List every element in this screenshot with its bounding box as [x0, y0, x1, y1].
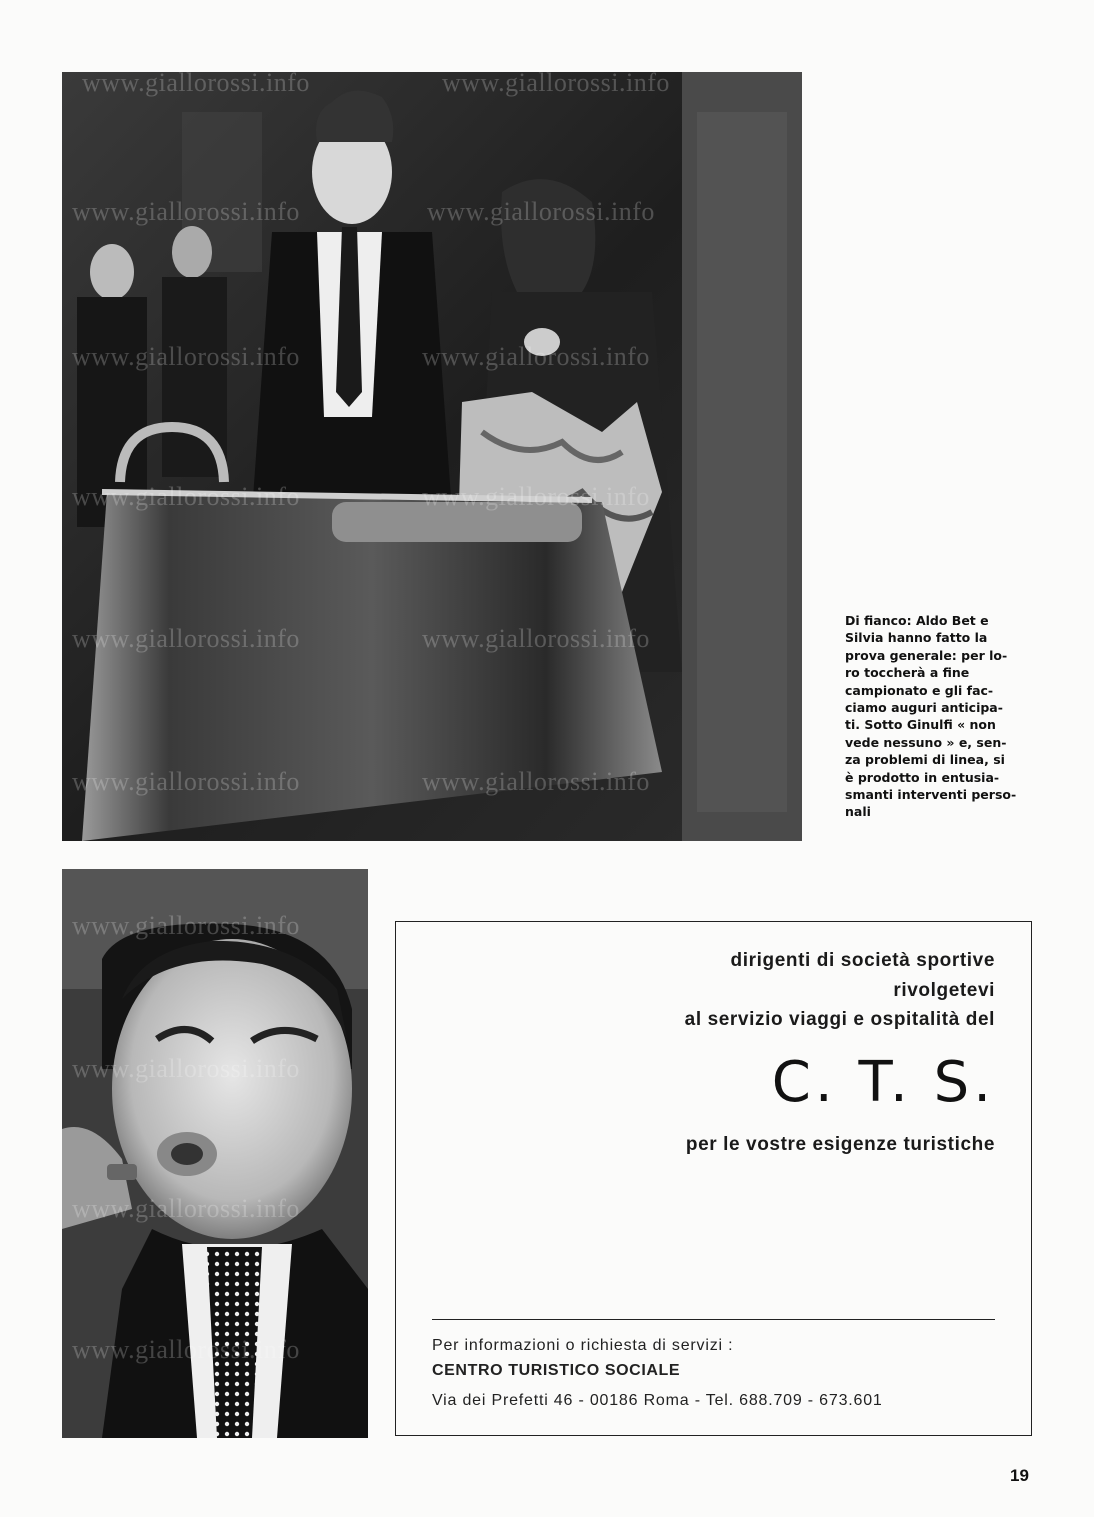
watermark: www.giallorossi.info — [72, 624, 300, 653]
watermark: www.giallorossi.info — [427, 197, 655, 226]
watermark: www.giallorossi.info — [422, 767, 650, 796]
photo-caption — [845, 612, 1038, 821]
contact-intro: Per informazioni o richiesta di servizi : — [432, 1337, 734, 1354]
cts-logo-text: C. T. S. — [771, 1050, 995, 1115]
ad-divider — [432, 1319, 995, 1320]
watermark: www.giallorossi.info — [72, 482, 300, 511]
watermark: www.giallorossi.info — [422, 624, 650, 653]
caption-line: smanti interventi perso- — [845, 787, 1017, 803]
cts-advertisement — [395, 921, 1032, 1436]
wedding-photo — [62, 72, 802, 841]
watermark: www.giallorossi.info — [72, 911, 300, 940]
watermark: www.giallorossi.info — [422, 482, 650, 511]
caption-line: è prodotto in entusia- — [845, 769, 1000, 785]
watermark: www.giallorossi.info — [82, 72, 310, 97]
watermark: www.giallorossi.info — [72, 1194, 300, 1223]
watermark: www.giallorossi.info — [72, 342, 300, 371]
caption-line: ti. Sotto Ginulfi « non — [845, 717, 996, 733]
watermark: www.giallorossi.info — [72, 1054, 300, 1083]
watermark: www.giallorossi.info — [72, 767, 300, 796]
contact-address: Via dei Prefetti 46 - 00186 Roma - Tel. 688.709 - 673.601 — [432, 1392, 883, 1409]
page-number: 19 — [1010, 1466, 1029, 1485]
ad-headline-line-2: rivolgetevi — [893, 980, 995, 1001]
portrait-photo — [62, 869, 368, 1438]
caption-line: ciamo auguri anticipa- — [845, 700, 1003, 716]
ad-headline-line-1: dirigenti di società sportive — [730, 950, 995, 971]
caption-line: Silvia hanno fatto la — [845, 630, 988, 646]
watermark: www.giallorossi.info — [422, 342, 650, 371]
ad-headline-line-3: al servizio viaggi e ospitalità del — [684, 1009, 995, 1030]
contact-organization: CENTRO TURISTICO SOCIALE — [432, 1362, 681, 1379]
ad-tagline: per le vostre esigenze turistiche — [685, 1134, 995, 1155]
caption-line: prova generale: per lo- — [845, 647, 1008, 663]
watermark: www.giallorossi.info — [442, 72, 670, 97]
caption-line: nali — [845, 804, 871, 820]
watermark: www.giallorossi.info — [72, 1335, 300, 1364]
caption-line: Di fianco: Aldo Bet e — [845, 613, 989, 628]
caption-line: ro toccherà a fine — [845, 665, 970, 681]
caption-line: za problemi di linea, si — [845, 752, 1005, 768]
watermark: www.giallorossi.info — [72, 197, 300, 226]
wedding-photo-image — [62, 72, 802, 841]
caption-line: vede nessuno » e, sen- — [845, 734, 1007, 750]
caption-line: campionato e gli fac- — [845, 682, 994, 698]
